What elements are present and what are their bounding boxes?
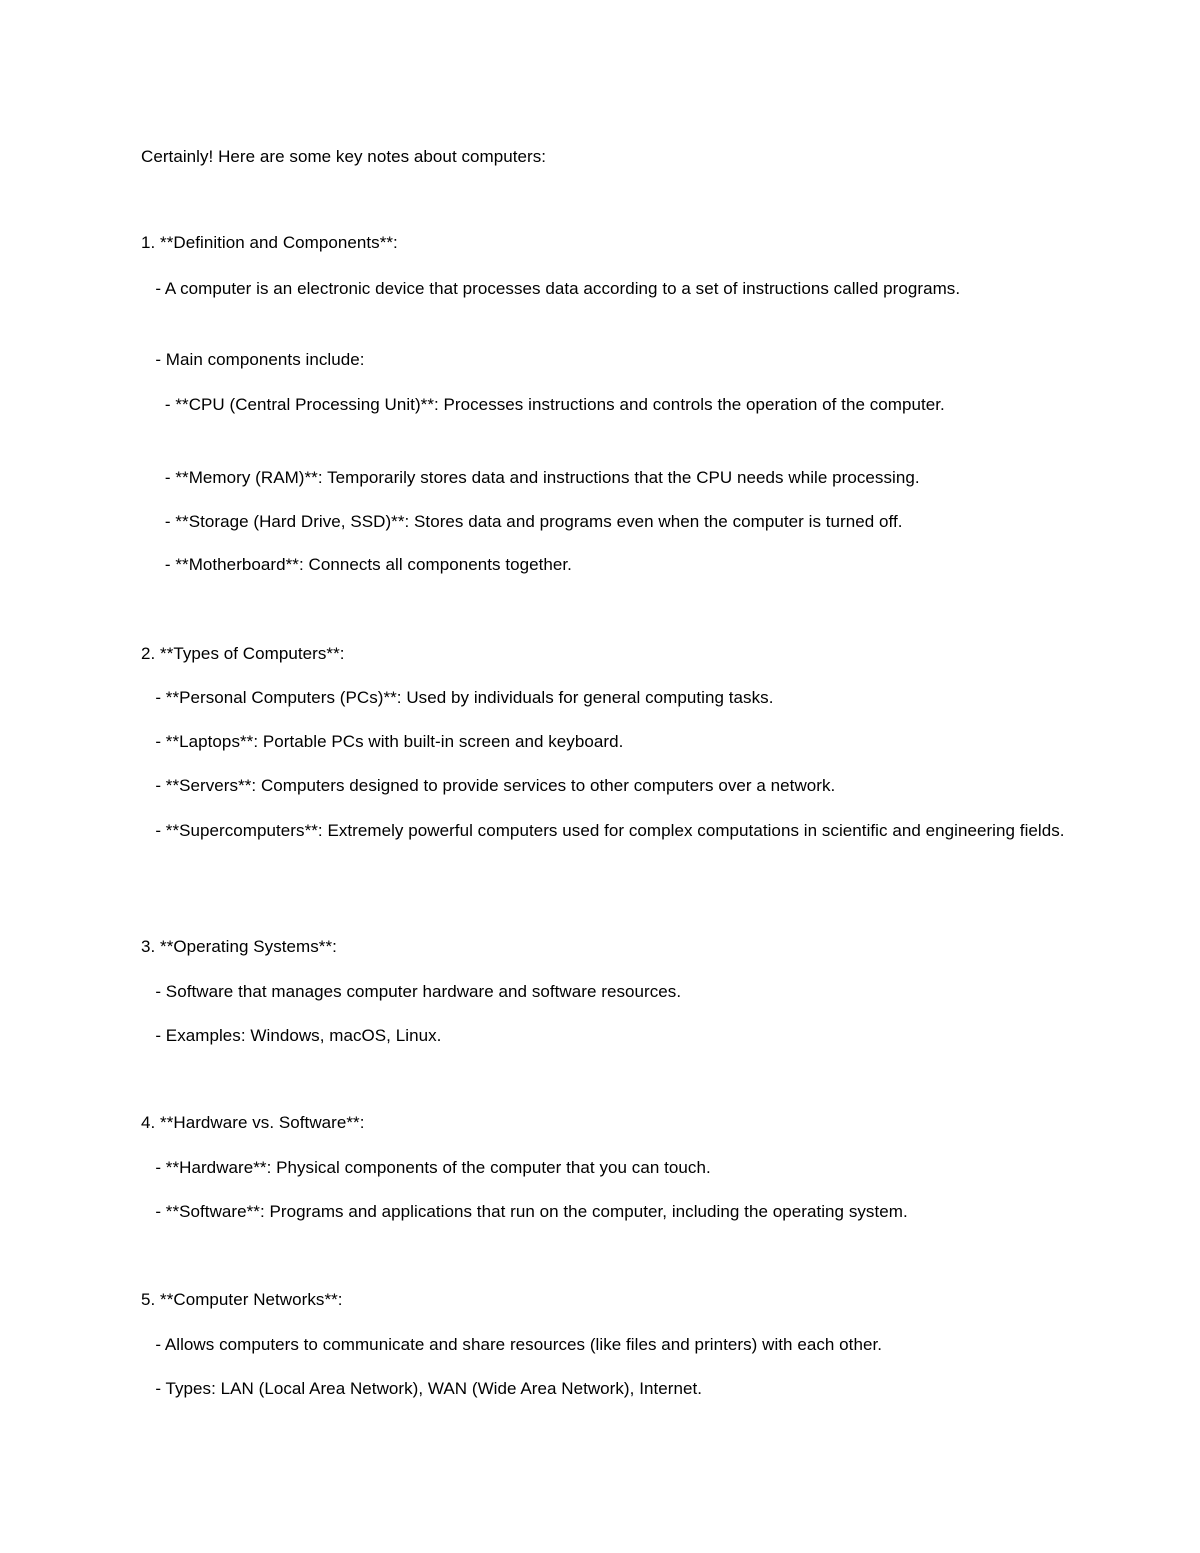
- section-heading: 5. **Computer Networks**:: [141, 1290, 343, 1309]
- list-item: - **Personal Computers (PCs)**: Used by individuals for general computing tasks.: [141, 688, 774, 707]
- list-item: - **Storage (Hard Drive, SSD)**: Stores data and programs even when the computer is turned off.: [141, 512, 903, 531]
- list-item: - **Memory (RAM)**: Temporarily stores data and instructions that the CPU needs while processing.: [141, 468, 920, 487]
- list-item: - A computer is an electronic device that processes data according to a set of instructions called programs.: [141, 279, 961, 298]
- list-item: - **Motherboard**: Connects all components together.: [141, 555, 572, 574]
- intro-text: Certainly! Here are some key notes about computers:: [141, 147, 547, 166]
- list-item: - **Hardware**: Physical components of the computer that you can touch.: [141, 1158, 711, 1177]
- list-item: - **Laptops**: Portable PCs with built-in screen and keyboard.: [141, 732, 624, 751]
- list-item: - **CPU (Central Processing Unit)**: Processes instructions and controls the operation of the computer.: [141, 395, 945, 414]
- list-item: - Allows computers to communicate and share resources (like files and printers) with each other.: [141, 1335, 883, 1354]
- list-item: - Software that manages computer hardware and software resources.: [141, 982, 682, 1001]
- list-item: - **Supercomputers**: Extremely powerful computers used for complex computations in scientific and engineering fields.: [141, 821, 1065, 840]
- section-heading: 4. **Hardware vs. Software**:: [141, 1113, 365, 1132]
- list-item: - Types: LAN (Local Area Network), WAN (Wide Area Network), Internet.: [141, 1379, 703, 1398]
- list-item: - **Software**: Programs and applications that run on the computer, including the operating system.: [141, 1202, 908, 1221]
- list-item: - **Servers**: Computers designed to provide services to other computers over a network.: [141, 776, 836, 795]
- section-heading: 2. **Types of Computers**:: [141, 644, 345, 663]
- list-item: - Examples: Windows, macOS, Linux.: [141, 1026, 442, 1045]
- section-heading: 1. **Definition and Components**:: [141, 233, 398, 252]
- section-heading: 3. **Operating Systems**:: [141, 937, 337, 956]
- list-item: - Main components include:: [141, 350, 365, 369]
